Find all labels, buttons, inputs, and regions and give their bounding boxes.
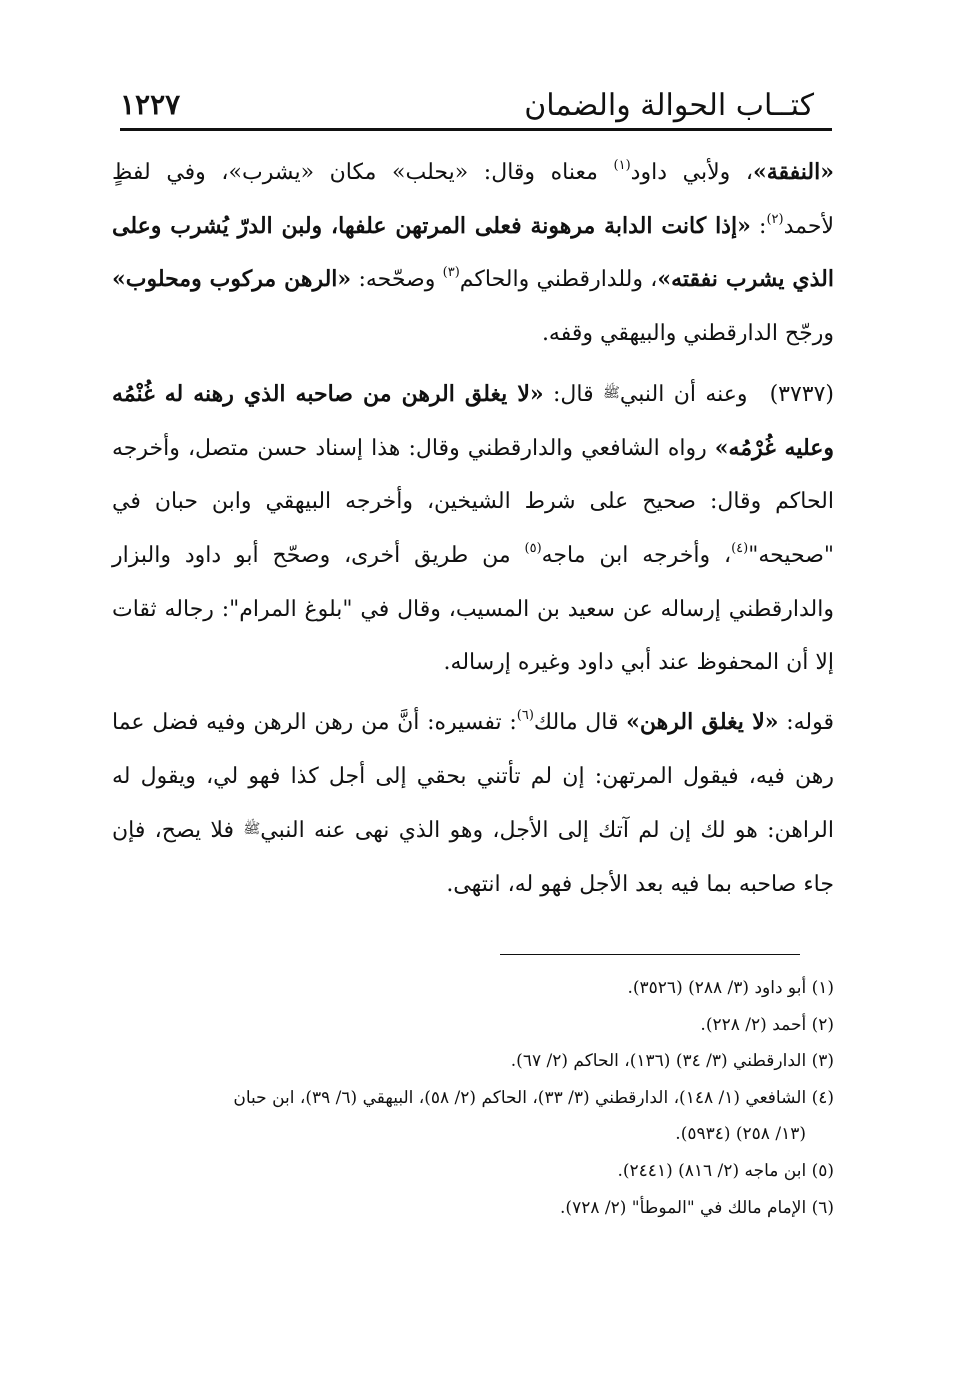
footnote-ref-6: (٦) xyxy=(516,708,534,724)
text-run: وصحّحه: xyxy=(351,267,443,293)
footnote-2: (٢) أحمد (٢/ ٢٢٨). xyxy=(700,1014,834,1035)
text-run: رواه الشافعي والدارقطني وقال: هذا إسناد حسن متصل، وأخرجه الحاكم وقال: صحيح على شرط الشيخين، وأخرجه البيهقي وابن حبان في "صحيحه" xyxy=(112,435,834,568)
paragraph-2 xyxy=(112,367,834,690)
text-run: وعنه أن النبي xyxy=(619,381,748,407)
footnote-ref-2: (٢) xyxy=(766,211,784,227)
footnote-divider xyxy=(500,954,800,955)
text-run: معناه وقال: «يحلب» مكان «يشرب»، وفي لفظٍ لأحمد xyxy=(112,160,834,239)
text-run: ، وللدارقطني والحاكم xyxy=(459,267,658,293)
quote-text: «النفقة» xyxy=(752,159,834,185)
text-run: قال: xyxy=(543,381,603,407)
hadith-number: (٣٧٣٧) xyxy=(769,381,835,407)
page-header xyxy=(120,84,832,128)
text-run: قال مالك xyxy=(533,710,627,736)
page-number: ١٢٢٧ xyxy=(120,88,181,121)
footnote-1: (١) أبو داود (٣/ ٢٨٨) (٣٥٢٦). xyxy=(627,978,834,998)
text-run: : تفسيره: أنَّ من رهن الرهن وفيه فضل عما رهن فيه، فيقول المرتهن: إن لم تأتني بحقي إلى أجل كذا فهو لي، ويقول له الراهن: هو لك إن لم آتك إلى الأجل، وهو الذي نهى عنه النبي xyxy=(112,710,834,844)
main-text xyxy=(112,146,834,918)
hadith-quote: «الرهن مركوب ومحلوب» xyxy=(112,266,352,293)
footnote-ref-3: (٣) xyxy=(442,265,460,281)
text-run: ، ولأبي داود xyxy=(630,160,753,185)
hadith-quote: «لا يغلق الرهن من صاحبه الذي رهنه له غُنْمُه وعليه غُرْمُه» xyxy=(112,380,834,461)
footnote-4-continuation: (١٣/ ٢٥٨) (٥٩٣٤). xyxy=(675,1124,806,1145)
footnote-3: (٣) الدارقطني (٣/ ٣٤) (١٣٦)، الحاكم (٢/ ٦٧). xyxy=(510,1051,834,1072)
footnotes xyxy=(112,970,834,1226)
paragraph-3 xyxy=(112,696,834,912)
footnote-ref-5: (٥) xyxy=(524,540,542,556)
text-run: ورجّح الدارقطني والبيهقي وقفه. xyxy=(541,321,834,347)
salutation-glyph: ﷺ xyxy=(603,384,620,401)
footnote-ref-4: (٤) xyxy=(731,540,749,556)
footnote-4: (٤) الشافعي (١/ ١٤٨)، الدارقطني (٣/ ٣٣)، الحاكم (٢/ ٥٨)، البيهقي (٦/ ٣٩)، ابن حبان xyxy=(233,1087,834,1108)
paragraph-1 xyxy=(112,146,834,361)
footnote-ref-1: (١) xyxy=(613,158,631,173)
text-run: من طريق أخرى، وصحّح أبو داود والبزار والدارقطني إرساله عن سعيد بن المسيب، وقال في "بلوغ المرام": رجاله ثقات إلا أن المحفوظ عند أبي داود وغيره إرساله. xyxy=(112,542,834,676)
footnote-6: (٦) الإمام مالك في "الموطأ" (٢/ ٧٢٨). xyxy=(560,1197,834,1218)
header-rule xyxy=(120,128,832,131)
text-run: : xyxy=(750,213,767,239)
text-run: قوله: xyxy=(778,710,835,736)
footnote-5: (٥) ابن ماجه (٢/ ٨١٦) (٢٤٤١). xyxy=(617,1160,834,1181)
salutation-glyph: ﷺ xyxy=(243,821,261,838)
text-run: فلا يصح، فإن جاء صاحبه بما فيه بعد الأجل فهو له، انتهى. xyxy=(112,818,834,898)
quote-text: «لا يغلق الرهن» xyxy=(626,709,779,736)
book-title: كتــاب الحوالة والضمان xyxy=(524,88,814,123)
text-run: ، وأخرجه ابن ماجه xyxy=(541,542,732,568)
hadith-quote: «إذا كانت الدابة مرهونة فعلى المرتهن علفها، ولبن الدرّ يُشرب وعلى الذي يشرب نفقته» xyxy=(112,212,834,293)
